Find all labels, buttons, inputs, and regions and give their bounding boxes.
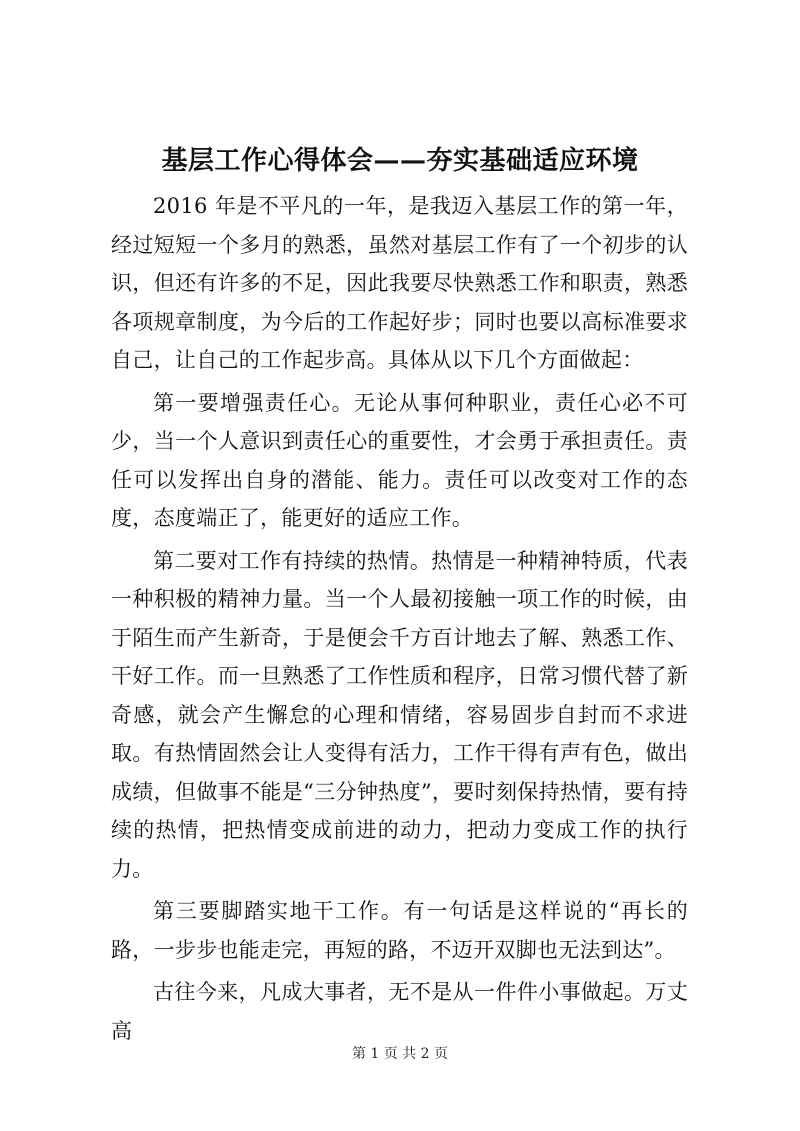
document-title: 基层工作心得体会——夯实基础适应环境: [161, 146, 639, 176]
paragraph-great-achievers: 古往今来，凡成大事者，无不是从一件件小事做起。万丈高: [111, 980, 688, 1043]
paragraph-enthusiasm: 第二要对工作有持续的热情。热情是一种精神特质，代表一种积极的精神力量。当一个人最初接触一项工作的时候，由于陌生而产生新奇，于是便会千方百计地去了解、熟悉工作、干好工作。而一旦熟悉了工作性质和程序，日常习惯代替了新奇感，就会产生懈怠的心理和情绪，容易固步自封而不求进取。有热情固然会让人变得有活力，工作干得有声有色，做出成绩，但做事不能是“三分钟热度”，要时刻保持热情，要有持续的热情，把热情变成前进的动力，把动力变成工作的执行力。: [111, 548, 688, 881]
paragraph-responsibility: 第一要增强责任心。无论从事何种职业，责任心必不可少，当一个人意识到责任心的重要性，才会勇于承担责任。责任可以发挥出自身的潜能、能力。责任可以改变对工作的态度，态度端正了，能更好的适应工作。: [111, 390, 688, 530]
paragraph-down-to-earth: 第三要脚踏实地干工作。有一句话是这样说的“再长的路，一步步也能走完，再短的路，不迈开双脚也无法到达”。: [111, 899, 688, 962]
document-body: [111, 187, 688, 1054]
paragraph-intro: 2016 年是不平凡的一年，是我迈入基层工作的第一年，经过短短一个多月的熟悉，虽然对基层工作有了一个初步的认识，但还有许多的不足，因此我要尽快熟悉工作和职责，熟悉各项规章制度，为今后的工作起好步；同时也要以高标准要求自己，让自己的工作起步高。具体从以下几个方面做起：: [111, 194, 688, 372]
page-footer: 第 1 页 共 2 页: [351, 1046, 449, 1062]
